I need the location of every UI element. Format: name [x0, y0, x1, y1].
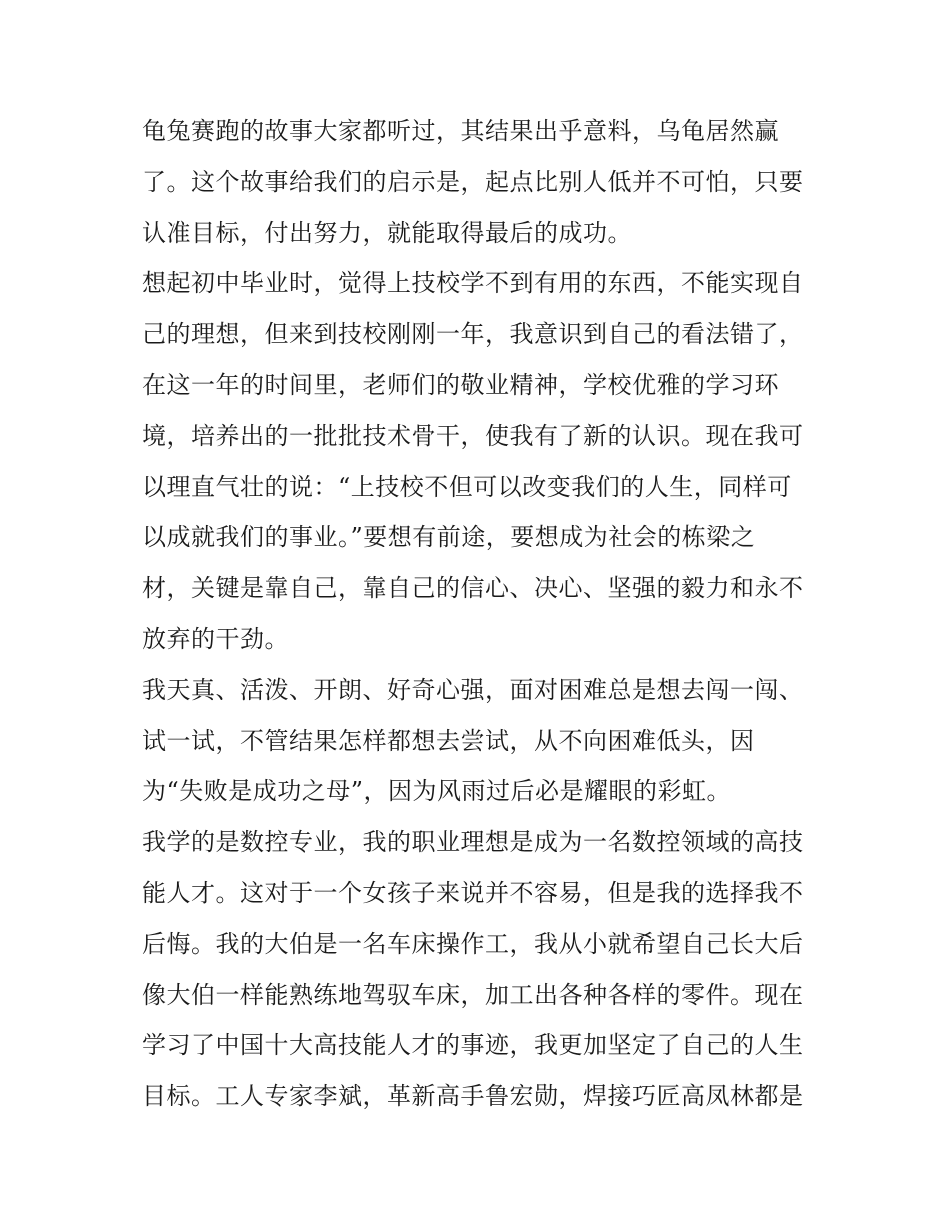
text-line: 认准目标，付出努力，就能取得最后的成功。	[142, 218, 632, 247]
text-line: 在这一年的时间里，老师们的敬业精神，学校优雅的学习环	[142, 370, 779, 399]
text-line: 我学的是数控专业，我的职业理想是成为一名数控领域的高技	[142, 828, 804, 857]
text-line: 境，培养出的一批批技术骨干，使我有了新的认识。现在我可	[142, 421, 804, 450]
text-line: 以理直气壮的说：“上技校不但可以改变我们的人生，同样可	[142, 472, 792, 501]
text-line: 我天真、活泼、开朗、好奇心强，面对困难总是想去闯一闯、	[142, 675, 804, 704]
text-line: 龟兔赛跑的故事大家都听过，其结果出乎意料，乌龟居然赢	[142, 117, 779, 145]
text-line: 为“失败是成功之母”，因为风雨过后必是耀眼的彩虹。	[142, 777, 732, 806]
text-line: 想起初中毕业时，觉得上技校学不到有用的东西，不能实现自	[142, 269, 804, 298]
text-line: 以成就我们的事业。”要想有前途，要想成为社会的栋梁之	[142, 523, 756, 552]
text-line: 目标。工人专家李斌，革新高手鲁宏勋，焊接巧匠高凤林都是	[142, 1082, 804, 1111]
text-line: 材，关键是靠自己，靠自己的信心、决心、坚强的毅力和永不	[142, 574, 804, 603]
body-text	[142, 106, 822, 1122]
text-line: 能人才。这对于一个女孩子来说并不容易，但是我的选择我不	[142, 878, 804, 907]
text-line: 了。这个故事给我们的启示是，起点比别人低并不可怕，只要	[142, 167, 804, 196]
text-line: 试一试，不管结果怎样都想去尝试，从不向困难低头，因	[142, 726, 755, 755]
text-line: 像大伯一样能熟练地驾驭车床，加工出各种各样的零件。现在	[142, 980, 804, 1009]
text-line: 后悔。我的大伯是一名车床操作工，我从小就希望自己长大后	[142, 929, 804, 958]
text-line: 己的理想，但来到技校刚刚一年，我意识到自己的看法错了，	[142, 320, 804, 349]
text-line: 学习了中国十大高技能人才的事迹，我更加坚定了自己的人生	[142, 1031, 804, 1060]
text-line: 放弃的干劲。	[142, 624, 289, 653]
